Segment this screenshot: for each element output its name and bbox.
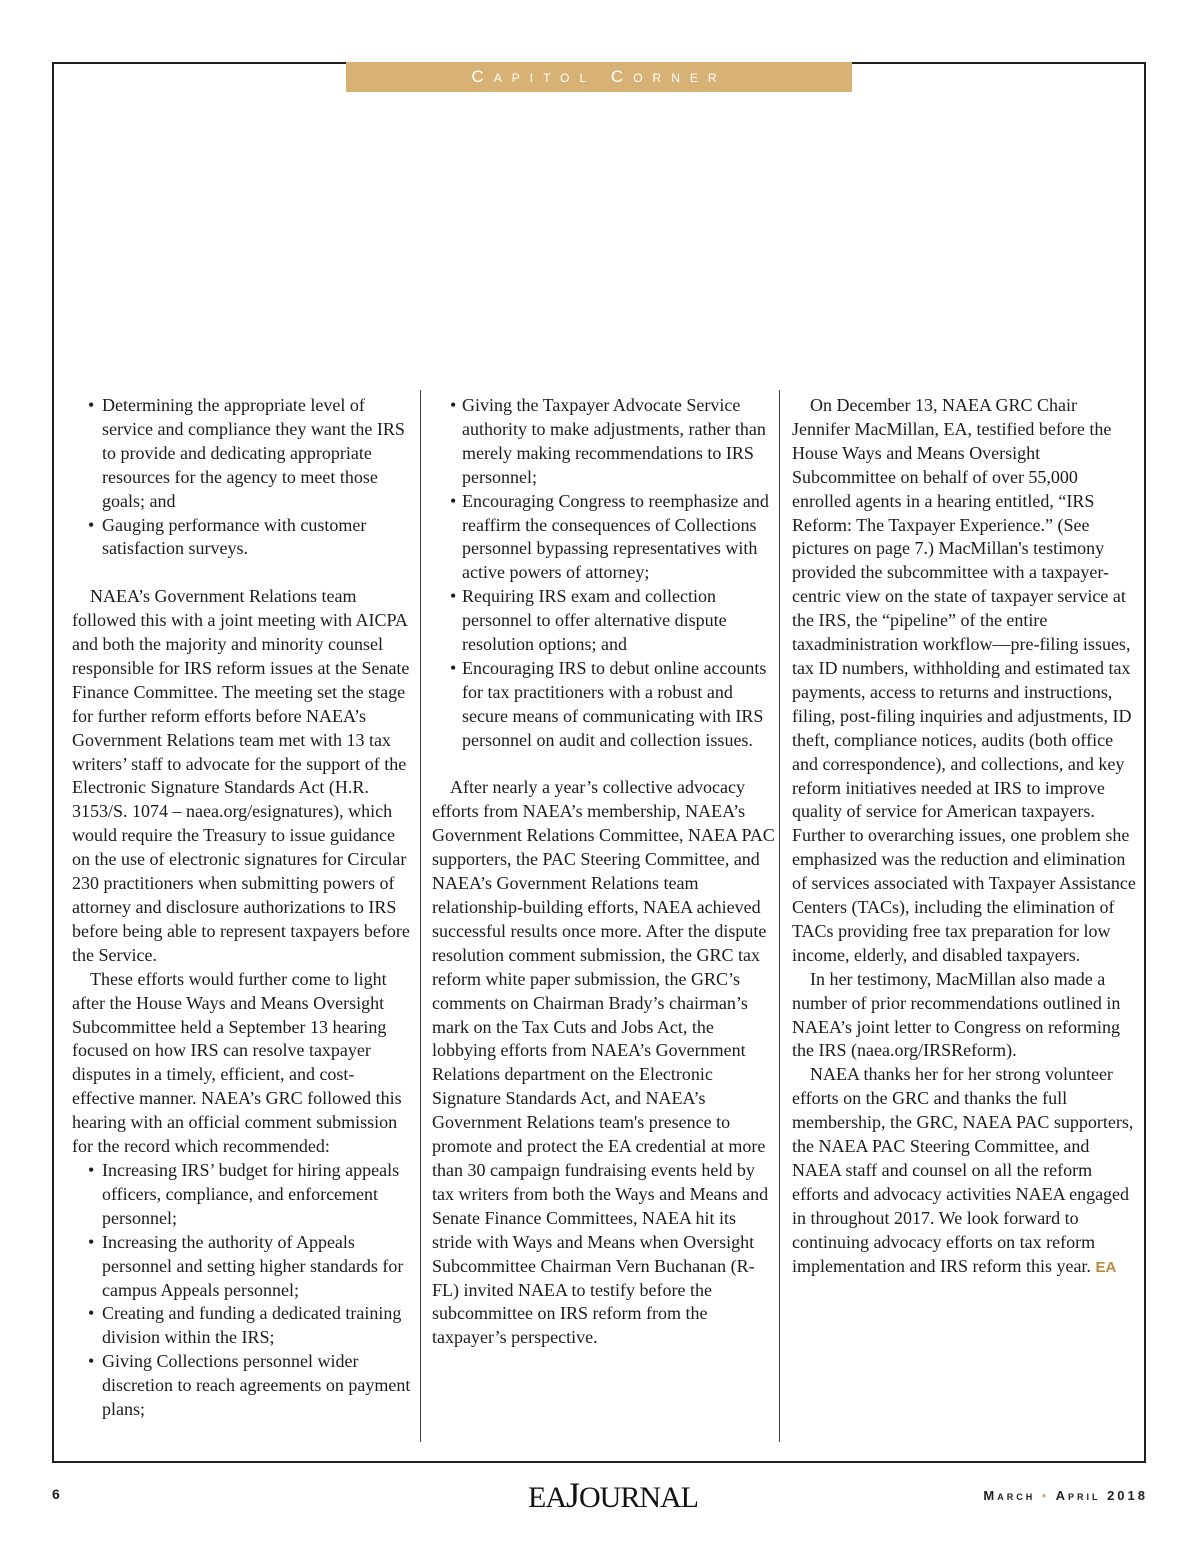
logo-rest: OURNAL [579, 1481, 699, 1514]
page-number: 6 [52, 1486, 60, 1502]
column-rule [420, 390, 421, 1442]
issue-rest: April 2018 [1055, 1488, 1148, 1503]
list-item: • Increasing IRS’ budget for hiring appeals officers, compliance, and enforcement personnel; [72, 1159, 417, 1231]
paragraph [792, 1063, 1137, 1279]
list-item: • Determining the appropriate level of service and compliance they want the IRS to provide and dedicating appropriate resources for the agency to meet those goals; and [72, 394, 417, 514]
list-item: • Giving the Taxpayer Advocate Service authority to make adjustments, rather than merely making recommendations to IRS personnel; [432, 394, 777, 490]
paragraph: On December 13, NAEA GRC Chair Jennifer MacMillan, EA, testified before the House Ways and Means Oversight Subcommittee on behalf of over 55,000 enrolled agents in a hearing entitled, “IRS Reform: The Taxpayer Experience.” (See pictures on page 7.) MacMillan's testimony provided the subcommittee with a taxpayer-centric view on the state of taxpayer service at the IRS, the “pipeline” of the entire taxadministration workflow—pre-filing issues, tax ID numbers, withholding and estimated tax payments, access to returns and instructions, filing, post-filing inquiries and adjustments, ID theft, compliance notices, audits (both office and correspondence), and collections, and key reform initiatives needed at IRS to improve quality of service for American taxpayers. Further to overarching issues, one problem she emphasized was the reduction and elimination of services associated with Taxpayer Assistance Centers (TACs), including the elimination of TACs providing free tax preparation for low income, elderly, and disabled taxpayers. [792, 395, 1136, 965]
logo-prefix: EA [528, 1481, 566, 1514]
column-rule [779, 390, 780, 1442]
footer [0, 1475, 1200, 1515]
issue-date [983, 1488, 1148, 1503]
separator-dot: • [1041, 1488, 1050, 1503]
list-item: • Creating and funding a dedicated training division within the IRS; [72, 1302, 417, 1350]
end-mark: EA [1095, 1258, 1117, 1276]
list-item: • Encouraging Congress to reemphasize and reaffirm the consequences of Collections personnel bypassing representatives with active powers of attorney; [432, 490, 777, 586]
list-item: • Giving Collections personnel wider discretion to reach agreements on payment plans; [72, 1350, 417, 1422]
issue-month: March [983, 1488, 1036, 1503]
bullet-list [72, 394, 417, 561]
paragraph: After nearly a year’s collective advocacy efforts from NAEA’s membership, NAEA’s Government Relations Committee, NAEA PAC supporters, the PAC Steering Committee, and NAEA’s Government Relations team relationship-building efforts, NAEA achieved successful results once more. After the dispute resolution comment submission, the GRC tax reform white paper submission, the GRC’s comments on Chairman Brady’s chairman’s mark on the Tax Cuts and Jobs Act, the lobbying efforts from NAEA’s Government Relations department on the Electronic Signature Standards Act, and NAEA’s Government Relations team's presence to promote and protect the EA credential at more than 30 campaign fundraising events held by tax writers from both the Ways and Means and Senate Finance Committees, NAEA hit its stride with Ways and Means when Oversight Subcommittee Chairman Vern Buchanan (R-FL) invited NAEA to testify before the subcommittee on IRS reform from the taxpayer’s perspective. [432, 777, 775, 1348]
bullet-list [432, 394, 777, 753]
paragraph: In her testimony, MacMillan also made a number of prior recommendations outlined in NAEA’s joint letter to Congress on reforming the IRS (naea.org/IRSReform). [792, 968, 1121, 1061]
list-item: • Increasing the authority of Appeals personnel and setting higher standards for campus Appeals personnel; [72, 1231, 417, 1303]
list-item: • Requiring IRS exam and collection personnel to offer alternative dispute resolution options; and [432, 585, 777, 657]
list-item: • Gauging performance with customer satisfaction surveys. [72, 514, 417, 562]
journal-logo [528, 1474, 698, 1516]
paragraph: NAEA’s Government Relations team followed this with a joint meeting with AICPA and both the majority and minority counsel responsible for IRS reform issues at the Senate Finance Committee. The meeting set the stage for further reform efforts before NAEA’s Government Relations team met with 13 tax writers’ staff to advocate for the support of the Electronic Signature Standards Act (H.R. 3153/S. 1074 – naea.org/esignatures), which would require the Treasury to issue guidance on the use of electronic signatures for Circular 230 practitioners when submitting powers of attorney and disclosure authorizations to IRS before being able to represent taxpayers before the Service. [72, 586, 410, 965]
logo-j: J [566, 1475, 580, 1515]
paragraph-text: NAEA thanks her for her strong volunteer efforts on the GRC and thanks the full membership, the GRC, NAEA PAC supporters, the NAEA PAC Steering Committee, and NAEA staff and counsel on all the reform efforts and advocacy activities NAEA engaged in throughout 2017. We look forward to continuing advocacy efforts on tax reform implementation and IRS reform this year. [792, 1064, 1134, 1276]
column-3 [792, 394, 1137, 1280]
bullet-list [72, 1159, 417, 1422]
column-2 [432, 394, 777, 1350]
list-item: • Encouraging IRS to debut online accounts for tax practitioners with a robust and secure means of communicating with IRS personnel on audit and collection issues. [432, 657, 777, 753]
paragraph: These efforts would further come to light after the House Ways and Means Oversight Subcommittee held a September 13 hearing focused on how IRS can resolve taxpayer disputes in a timely, efficient, and cost-effective manner. NAEA’s GRC followed this hearing with an official comment submission for the record which recommended: [72, 968, 402, 1157]
column-1 [72, 394, 417, 1422]
section-banner: Capitol Corner [346, 62, 852, 92]
